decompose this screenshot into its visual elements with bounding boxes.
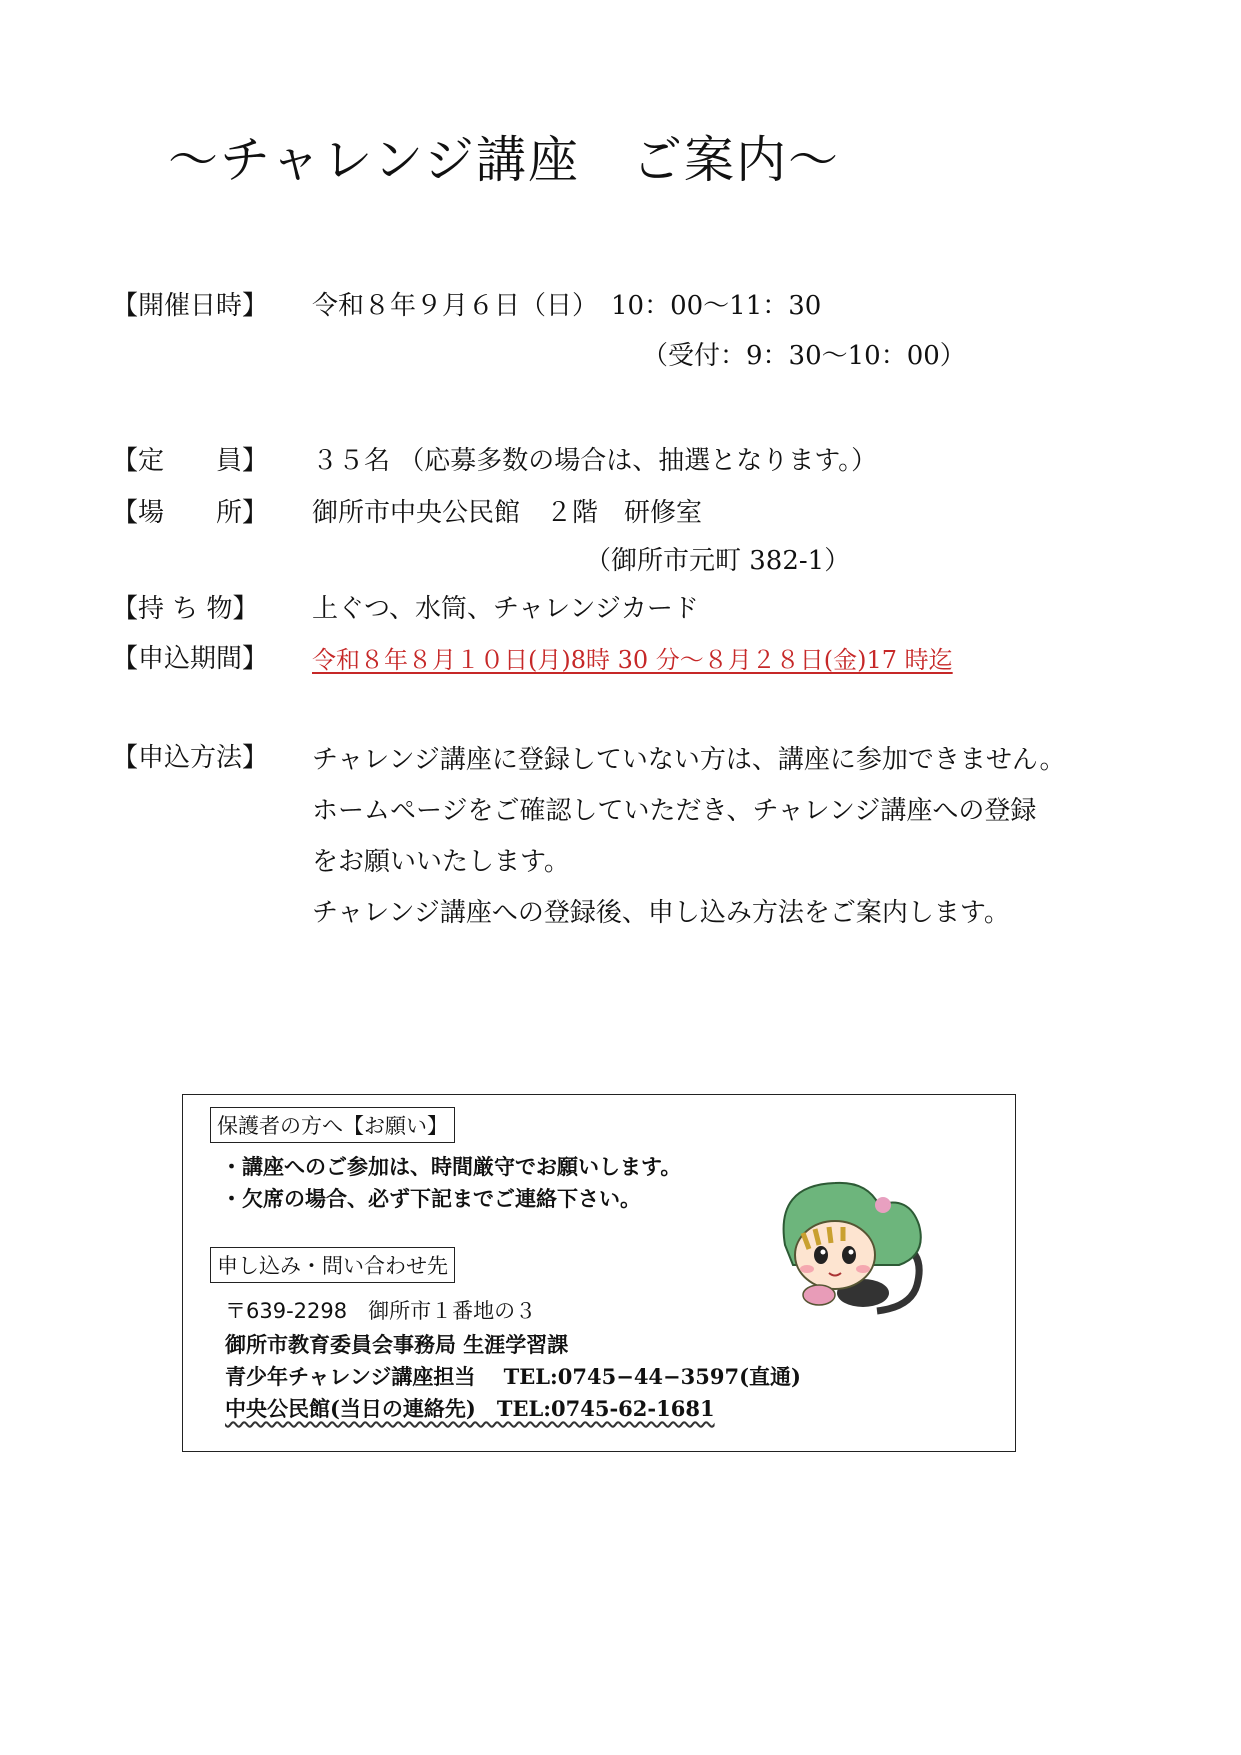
hall-contact: 中央公民館(当日の連絡先) TEL:0745-62-1681 xyxy=(225,1396,715,1421)
reception-time: （受付：9：30～10：00） xyxy=(642,341,966,371)
method-line: ホームページをご確認していただき、チャレンジ講座への登録 xyxy=(312,796,1037,826)
schedule-value: 令和８年９月６日（日） 10：00～11：30 xyxy=(312,291,822,321)
youth-contact: 青少年チャレンジ講座担当 TEL:0745−44−3597(直通) xyxy=(225,1364,801,1389)
notice-bullet: ・講座へのご参加は、時間厳守でお願いします。 xyxy=(221,1155,682,1179)
method-line: チャレンジ講座への登録後、申し込み方法をご案内します。 xyxy=(312,898,1010,928)
contact-tag: 申し込み・問い合わせ先 xyxy=(210,1247,455,1283)
capacity-label: 【定 員】 xyxy=(112,446,269,476)
capacity-value: ３５名 （応募多数の場合は、抽選となります。） xyxy=(312,446,878,476)
items-value: 上ぐつ、水筒、チャレンジカード xyxy=(312,594,699,624)
method-line: をお願いいたします。 xyxy=(312,847,570,877)
guardian-tag: 保護者の方へ【お願い】 xyxy=(210,1107,455,1143)
mascot-girl-icon xyxy=(763,1175,933,1325)
method-label: 【申込方法】 xyxy=(112,743,269,773)
method-line: チャレンジ講座に登録していない方は、講座に参加できません。 xyxy=(312,745,1066,775)
items-label: 【持 ち 物】 xyxy=(112,594,259,624)
office-name: 御所市教育委員会事務局 生涯学習課 xyxy=(225,1332,569,1357)
notice-box xyxy=(182,1094,1016,1452)
period-value: 令和８年８月１０日(月)8時 30 分～８月２８日(金)17 時迄 xyxy=(312,646,953,674)
period-label: 【申込期間】 xyxy=(112,644,269,674)
venue-value: 御所市中央公民館 ２階 研修室 xyxy=(312,498,703,528)
venue-label: 【場 所】 xyxy=(112,498,269,528)
postal-address: 〒639-2298 御所市１番地の３ xyxy=(225,1299,537,1323)
schedule-label: 【開催日時】 xyxy=(112,291,269,321)
method-text xyxy=(312,735,1065,939)
venue-address: （御所市元町 382-1） xyxy=(585,546,851,576)
page-title: ～チャレンジ講座 ご案内～ xyxy=(168,131,840,189)
notice-bullet: ・欠席の場合、必ず下記までご連絡下さい。 xyxy=(221,1187,641,1211)
